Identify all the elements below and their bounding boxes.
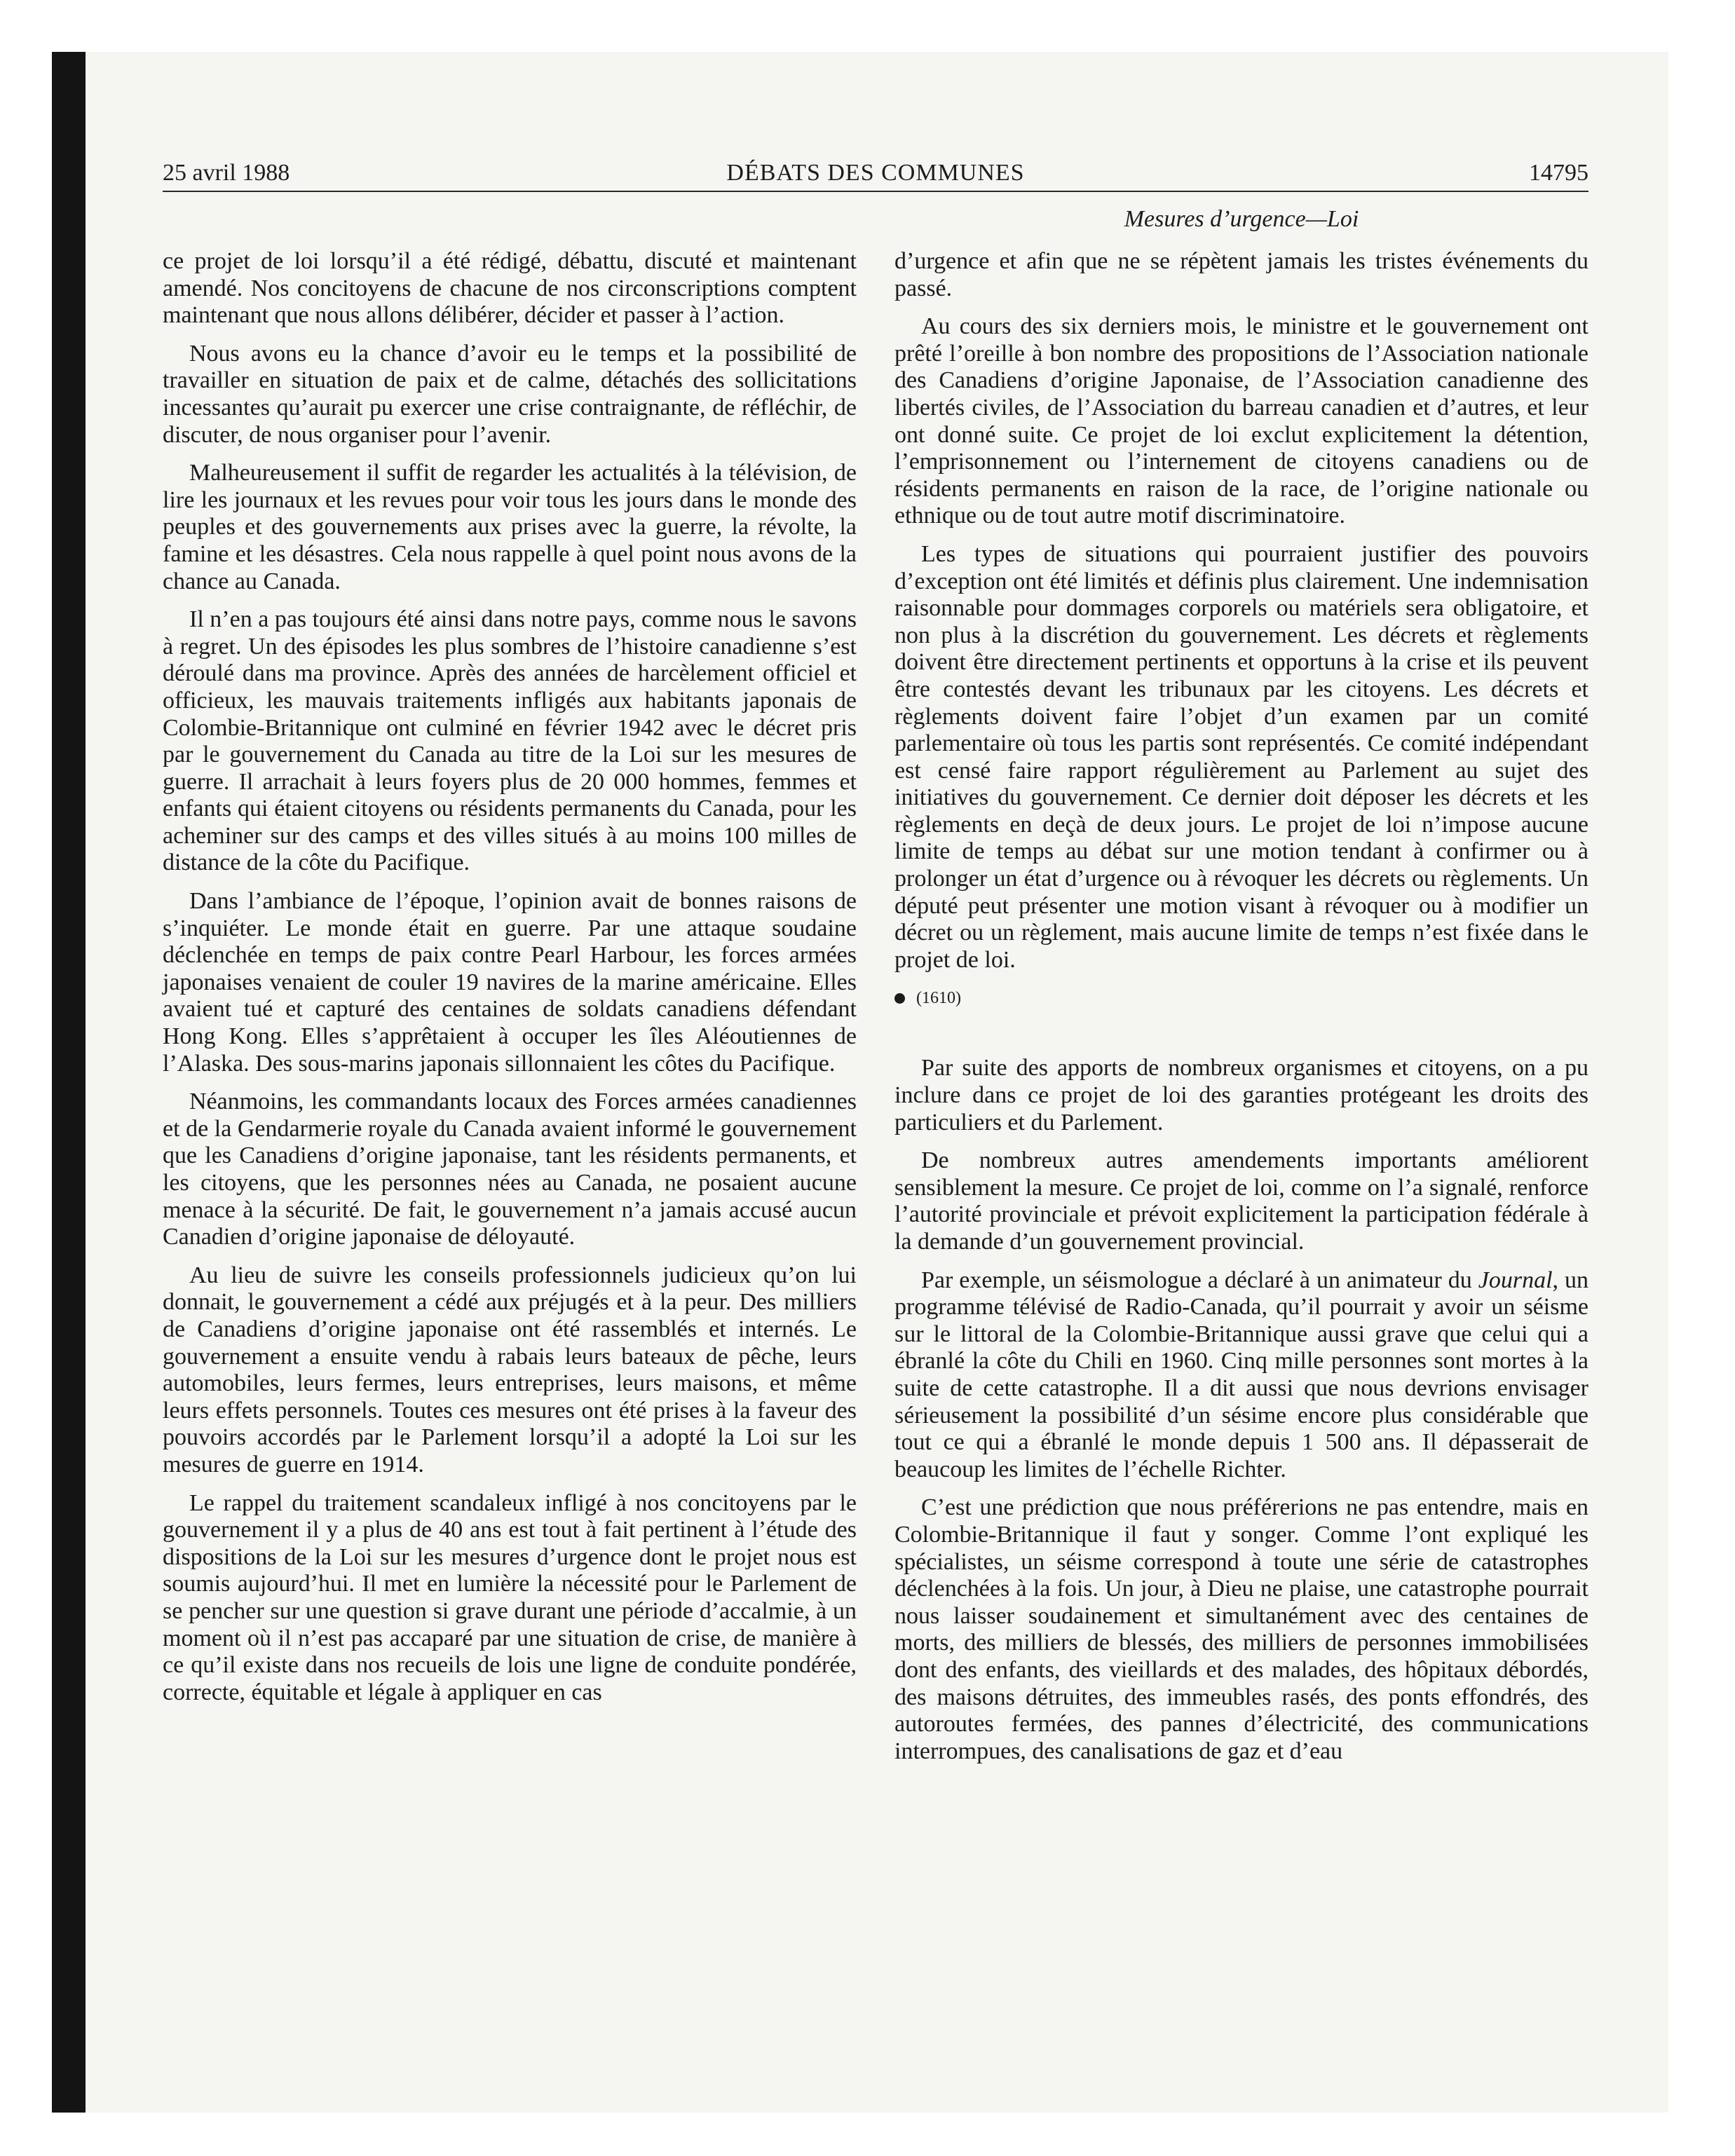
paragraph: C’est une prédiction que nous préférerions ne pas entendre, mais en Colombie-Britannique il faut y songer. Comme l’ont expliqué les spécialistes, un séisme correspond à toute une série de catastrophes déclenchées à la fois. Un jour, à Dieu ne plaise, une catastrophe pourrait nous laisser soudainement et simultanément avec des centaines de morts, des milliers de blessés, des milliers de personnes immobilisées dont des enfants, des vieillards et des malades, des hôpitaux débordés, des maisons détruites, des immeubles rasés, des ponts effondrés, des autoroutes fermées, des pannes d’électricité, des communications interrompues, des canalisations de gaz et d’eau	[894, 1494, 1588, 1764]
header-title: DÉBATS DES COMMUNES	[726, 160, 1025, 186]
time-marker-label: (1610)	[916, 989, 961, 1008]
paragraph: Nous avons eu la chance d’avoir eu le temps et la possibilité de travailler en situation de paix et de calme, détachés des sollicitations incessantes qu’aurait pu exercer une crise contraignante, de réfléchir, de discuter, de nous organiser pour l’avenir.	[163, 340, 857, 448]
text-run: Par exemple, un séismologue a déclaré à un animateur du	[921, 1267, 1478, 1293]
paragraph: Il n’en a pas toujours été ainsi dans notre pays, comme nous le savons à regret. Un des épisodes les plus sombres de l’histoire canadienne s’est déroulé dans ma province. Après des années de harcèlement officiel et officieux, les mauvais traitements infligés aux habitants japonais de Colombie-Britannique ont culminé en février 1942 avec le décret pris par le gouvernement du Canada au titre de la Loi sur les mesures de guerre. Il arrachait à leurs foyers plus de 20 000 hommes, femmes et enfants qui étaient citoyens ou résidents permanents du Canada, pour les acheminer sur des camps et des villes situés à au moins 100 milles de distance de la côte du Pacifique.	[163, 606, 857, 876]
binding-edge	[52, 52, 86, 2113]
text-run: , un programme télévisé de Radio-Canada, qu’il pourrait y avoir un séisme sur le littoral de la Colombie-Britannique aussi grave que celui qui a ébranlé la côte du Chili en 1960. Cinq mille personnes sont mortes à la suite de cette catastrophe. Il a dit aussi que nous devrions envisager sérieusement la possibilité d’un sésime encore plus considérable que tout ce qui a ébranlé le monde depuis 1 500 ans. Il dépasserait de beaucoup les limites de l’échelle Richter.	[894, 1267, 1589, 1482]
paragraph: Au lieu de suivre les conseils professionnels judicieux qu’on lui donnait, le gouvernement a cédé aux préjugés et à la peur. Des milliers de Canadiens d’origine japonaise ont été rassemblés et internés. Le gouvernement a ensuite vendu à rabais leurs bateaux de pêche, leurs automobiles, leurs fermes, leurs entreprises, leurs maisons, et même leurs effets personnels. Toutes ces mesures ont été prises à la faveur des pouvoirs accordés par le Parlement lorsqu’il a adopté la Loi sur les mesures de guerre en 1914.	[163, 1262, 857, 1478]
time-marker	[894, 985, 1588, 1011]
paragraph: d’urgence et afin que ne se répètent jamais les tristes événements du passé.	[894, 248, 1588, 301]
header-date: 25 avril 1988	[163, 160, 290, 186]
paragraph	[894, 1267, 1588, 1484]
paragraph: Les types de situations qui pourraient justifier des pouvoirs d’exception ont été limités et définis plus clairement. Une indemnisation raisonnable pour dommages corporels ou matériels sera obligatoire, et non plus à la discrétion du gouvernement. Les décrets et règlements doivent être directement pertinents et opportuns à la crise et ils peuvent être contestés devant les tribunaux par les citoyens. Les décrets et règlements doivent faire l’objet d’un examen par un comité parlementaire où tous les partis sont représentés. Ce comité indépendant est censé faire rapport régulièrement au Parlement au sujet des initiatives du gouvernement. Ce dernier doit déposer les décrets et les règlements en deçà de deux jours. Le projet de loi n’impose aucune limite de temps au débat sur une motion tendant à confirmer ou à prolonger un état d’urgence ou à révoquer les décrets ou règlements. Un député peut présenter une motion visant à révoquer ou à modifier un décret ou un règlement, mais aucune limite de temps n’est fixée dans le projet de loi.	[894, 540, 1588, 973]
paragraph: Par suite des apports de nombreux organismes et citoyens, on a pu inclure dans ce projet de loi des garanties protégeant les droits des particuliers et du Parlement.	[894, 1055, 1588, 1135]
paragraph: De nombreux autres amendements importants améliorent sensiblement la mesure. Ce projet de loi, comme on l’a signalé, renforce l’autorité provinciale et prévoit explicitement la participation fédérale à la demande d’un gouvernement provincial.	[894, 1147, 1588, 1255]
paragraph: Dans l’ambiance de l’époque, l’opinion avait de bonnes raisons de s’inquiéter. Le monde était en guerre. Par une attaque soudaine déclenchée en temps de paix contre Pearl Harbour, les forces armées japonaises venaient de couler 19 navires de la marine américaine. Elles avaient tué et capturé des centaines de soldats canadiens défendant Hong Kong. Elles s’apprêtaient à occuper les îles Aléoutiennes de l’Alaska. Des sous-marins japonais sillonnaient les côtes du Pacifique.	[163, 888, 857, 1077]
page-number: 14795	[1529, 160, 1588, 186]
paragraph: Malheureusement il suffit de regarder les actualités à la télévision, de lire les journaux et les revues pour voir tous les jours dans le monde des peuples et des gouvernements aux prises avec la guerre, la révolte, la famine et les désastres. Cela nous rappelle à quel point nous avons de la chance au Canada.	[163, 460, 857, 594]
paragraph: Au cours des six derniers mois, le ministre et le gouvernement ont prêté l’oreille à bon nombre des propositions de l’Association nationale des Canadiens d’origine Japonaise, de l’Association canadienne des libertés civiles, de l’Association du barreau canadien et d’autres, et leur ont donné suite. Ce projet de loi exclut explicitement la détention, l’emprisonnement ou l’internement de citoyens canadiens ou de résidents permanents en raison de la race, de l’origine nationale ou ethnique ou de tout autre motif discriminatoire.	[894, 313, 1588, 529]
program-title: Journal	[1478, 1267, 1553, 1293]
running-head: Mesures d’urgence—Loi	[1124, 206, 1359, 232]
left-column	[163, 248, 857, 1717]
paragraph: Néanmoins, les commandants locaux des Forces armées canadiennes et de la Gendarmerie royale du Canada avaient informé le gouvernement que les Canadiens d’origine japonaise, tant les résidents permanents, et les citoyens, que les personnes nées au Canada, ne posaient aucune menace à la sécurité. De fait, le gouvernement n’a jamais accusé aucun Canadien d’origine japonaise de déloyauté.	[163, 1089, 857, 1250]
paragraph: Le rappel du traitement scandaleux infligé à nos concitoyens par le gouvernement il y a plus de 40 ans est tout à fait pertinent à l’étude des dispositions de la Loi sur les mesures d’urgence dont le projet nous est soumis aujourd’hui. Il met en lumière la nécessité pour le Parlement de se pencher sur une question si grave durant une période d’accalmie, à un moment où il n’est pas accaparé par une situation de crise, de manière à ce qu’il existe dans nos recueils de lois une ligne de conduite pondérée, correcte, équitable et légale à appliquer en cas	[163, 1489, 857, 1705]
bullet-icon	[894, 993, 905, 1004]
right-column	[894, 248, 1588, 1776]
page-header	[163, 156, 1588, 192]
paragraph: ce projet de loi lorsqu’il a été rédigé, débattu, discuté et maintenant amendé. Nos concitoyens de chacune de nos circonscriptions comptent maintenant que nous allons délibérer, décider et passer à l’action.	[163, 248, 857, 329]
